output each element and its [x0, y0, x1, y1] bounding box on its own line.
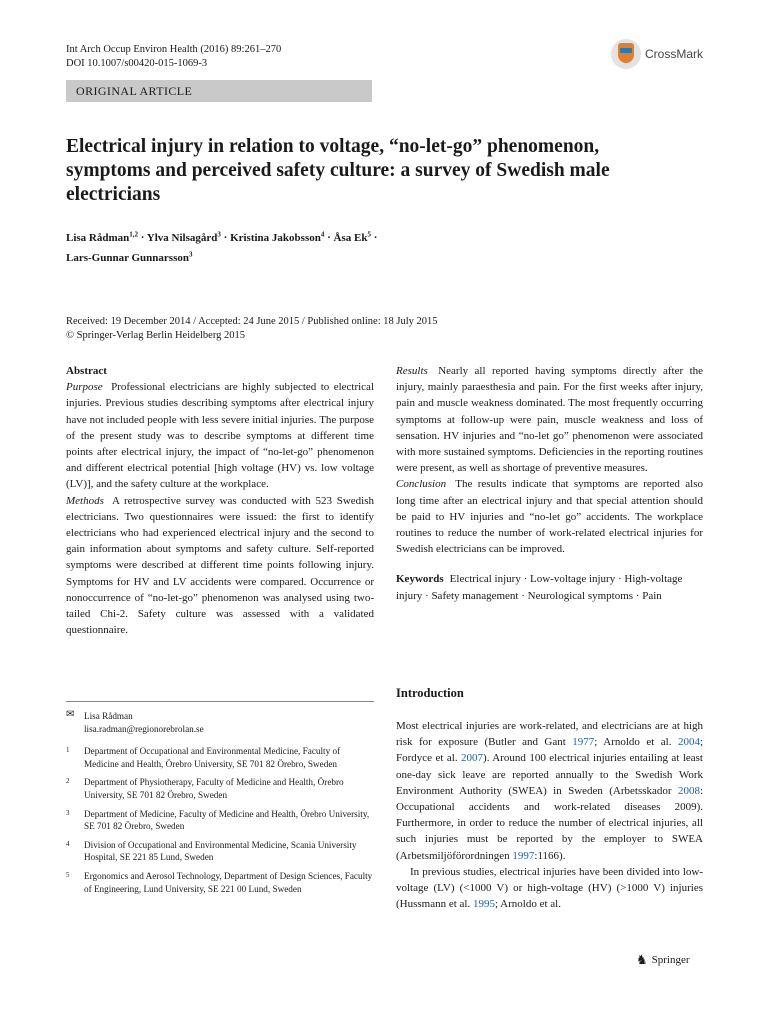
journal-citation: [66, 43, 281, 71]
abstract-heading: Abstract: [66, 365, 107, 377]
author[interactable]: Lars-Gunnar Gunnarsson$^3$: [66, 250, 193, 265]
citation-link[interactable]: 2007: [461, 752, 484, 765]
affiliation-item: 4 Division of Occupational and Environmental Medicine, Scania University Hospital, SE 221 85 Lund, Sweden: [66, 839, 357, 863]
author[interactable]: Kristina Jakobsson$^4$: [230, 230, 325, 244]
citation-link[interactable]: 2008: [677, 784, 700, 797]
dates-line: Received: 19 December 2014 / Accepted: 24 June 2015 / Published online: 18 July 2015: [66, 316, 438, 327]
abstract-purpose: Purpose Professional electricians are highly subjected to electrical injuries. Previous studies describing symptoms after electrical injury have not included people with less severe initial injuries. The purpose of the present study was to describe symptoms at different time points after electrical injury, the impact of “no-let-go” phenomenon and different electrical potential [high voltage (HV) vs. low voltage (LV)], and the safety culture at the workplace.: [66, 381, 374, 491]
article-title: Electrical injury in relation to voltage, “no-let-go” phenomenon, symptoms and perceived safety culture: a survey of Swedish male electricians: [66, 136, 610, 205]
citation-link[interactable]: 1977: [572, 736, 595, 749]
article-type-banner: ORIGINAL ARTICLE: [66, 80, 372, 102]
publisher-logo: [636, 952, 690, 968]
citation-link[interactable]: 2004: [677, 736, 700, 749]
citation-link[interactable]: 1997: [512, 849, 535, 862]
crossmark-badge[interactable]: [611, 39, 703, 69]
affiliations: [66, 710, 374, 901]
keywords: Keywords Electrical injury · Low-voltage injury · High-voltage injury · Safety management · Neurological symptoms · Pain: [396, 573, 683, 602]
footnote-divider: [66, 701, 374, 702]
intro-paragraph: In previous studies, electrical injuries have been divided into low-voltage (LV) (<1000 V) or high-voltage (HV) (>1000 V) injuries (Hussmann et al. 1995; Arnoldo et al.: [396, 865, 703, 911]
copyright-line: © Springer-Verlag Berlin Heidelberg 2015: [66, 330, 246, 341]
abstract-results: Results Nearly all reported having symptoms directly after the injury, mainly paraesthesia and pain. For the first weeks after injury, pain and muscle weakness dominated. The most frequently occurring symptoms at follow-up were pain, muscle weakness and loss of sensation. HV injuries and “no-let go” phenomenon were associated with more sustained symptoms. Deficiencies in the reporting routines were present, as well as shortage of preventive measures.: [396, 365, 704, 475]
affiliation-item: 5 Ergonomics and Aerosol Technology, Department of Design Sciences, Faculty of Engineering, Lund University, SE 221 00 Lund, Sweden: [66, 870, 373, 894]
author-list: Lisa Rådman$^{1,2}$ · Ylva Nilsagård$^3$ · Kristina Jakobsson$^4$ · Åsa $Ek^5$ · Lars-Gunnar Gunnarsson$^3$: [66, 230, 378, 265]
corresponding-name: Lisa Rådman: [84, 711, 133, 721]
crossmark-label: CrossMark: [645, 47, 704, 61]
affiliation-item: 2 Department of Physiotherapy, Faculty of Medicine and Health, Örebro University, SE 701 82 Örebro, Sweden: [66, 777, 344, 800]
corresponding-author: [66, 710, 374, 735]
envelope-icon: ✉: [66, 709, 75, 720]
abstract-right: [396, 363, 703, 604]
citation-link[interactable]: 1995: [472, 898, 495, 911]
doi-line[interactable]: DOI 10.1007/s00420-015-1069-3: [66, 58, 208, 69]
introduction-heading: Introduction: [396, 686, 464, 700]
affiliation-item: 3 Department of Medicine, Faculty of Medicine and Health, Örebro University, SE 701 82 Örebro, Sweden: [66, 808, 370, 832]
abstract-conclusion: Conclusion The results indicate that symptoms are reported also long time after an electrical injury and that special attention should be paid to HV injuries and “no-let go” accidents. The workplace routines to reduce the number of work-related electrical injuries for Swedish electricians can be improved.: [396, 478, 703, 556]
abstract-left: [66, 363, 374, 638]
author[interactable]: Ylva Nilsagård$^3$: [146, 230, 221, 244]
corresponding-email[interactable]: lisa.radman@regionorebrolan.se: [84, 723, 204, 734]
intro-paragraph: Most electrical injuries are work-related, and electricians are at high risk for exposure (Butler and Gant 1977; Arnoldo et al. 2004; Fordyce et al. 2007). Around 100 electrical injuries entailing at least one-day sick leave are reported annually to the Swedish Work Environment Authority (SWEA) in Sweden (Arbetsskador 2008: Occupational accidents and work-related diseases 2009). Furthermore, in order to reduce the number of electrical injuries, all such injuries must be reported by the employer to SWEA (Arbetsmiljöförordningen 1997:1166).: [396, 720, 703, 862]
publisher-label: Springer: [651, 954, 690, 966]
journal-line: Int Arch Occup Environ Health (2016) 89:261–270: [66, 44, 282, 55]
springer-horse-icon: ♞: [636, 952, 648, 967]
abstract-methods: Methods A retrospective survey was conducted with 523 Swedish electricians. Two questionnaires were issued: the first to identify electricians who had experienced electrical injury and the second to gain information about symptoms and safety culture. Self-reported symptoms were described at different time points following injury. Symptoms for HV and LV accidents were compared. Occurrence or nonoccurrence of “no-let-go” phenomenon was analysed using two-tailed Chi-2. Safety culture was assessed with a validated questionnaire.: [66, 494, 374, 637]
author[interactable]: Lisa Rådman$^{1,2}$: [66, 230, 139, 244]
introduction-body: [396, 718, 703, 912]
crossmark-icon: [611, 39, 641, 69]
author[interactable]: Åsa Ek$^5$: [333, 230, 371, 244]
publication-dates: [66, 315, 686, 343]
affiliation-item: 1 Department of Occupational and Environmental Medicine, Faculty of Medicine and Health, Örebro University, SE 701 82 Örebro, Sweden: [66, 746, 341, 769]
